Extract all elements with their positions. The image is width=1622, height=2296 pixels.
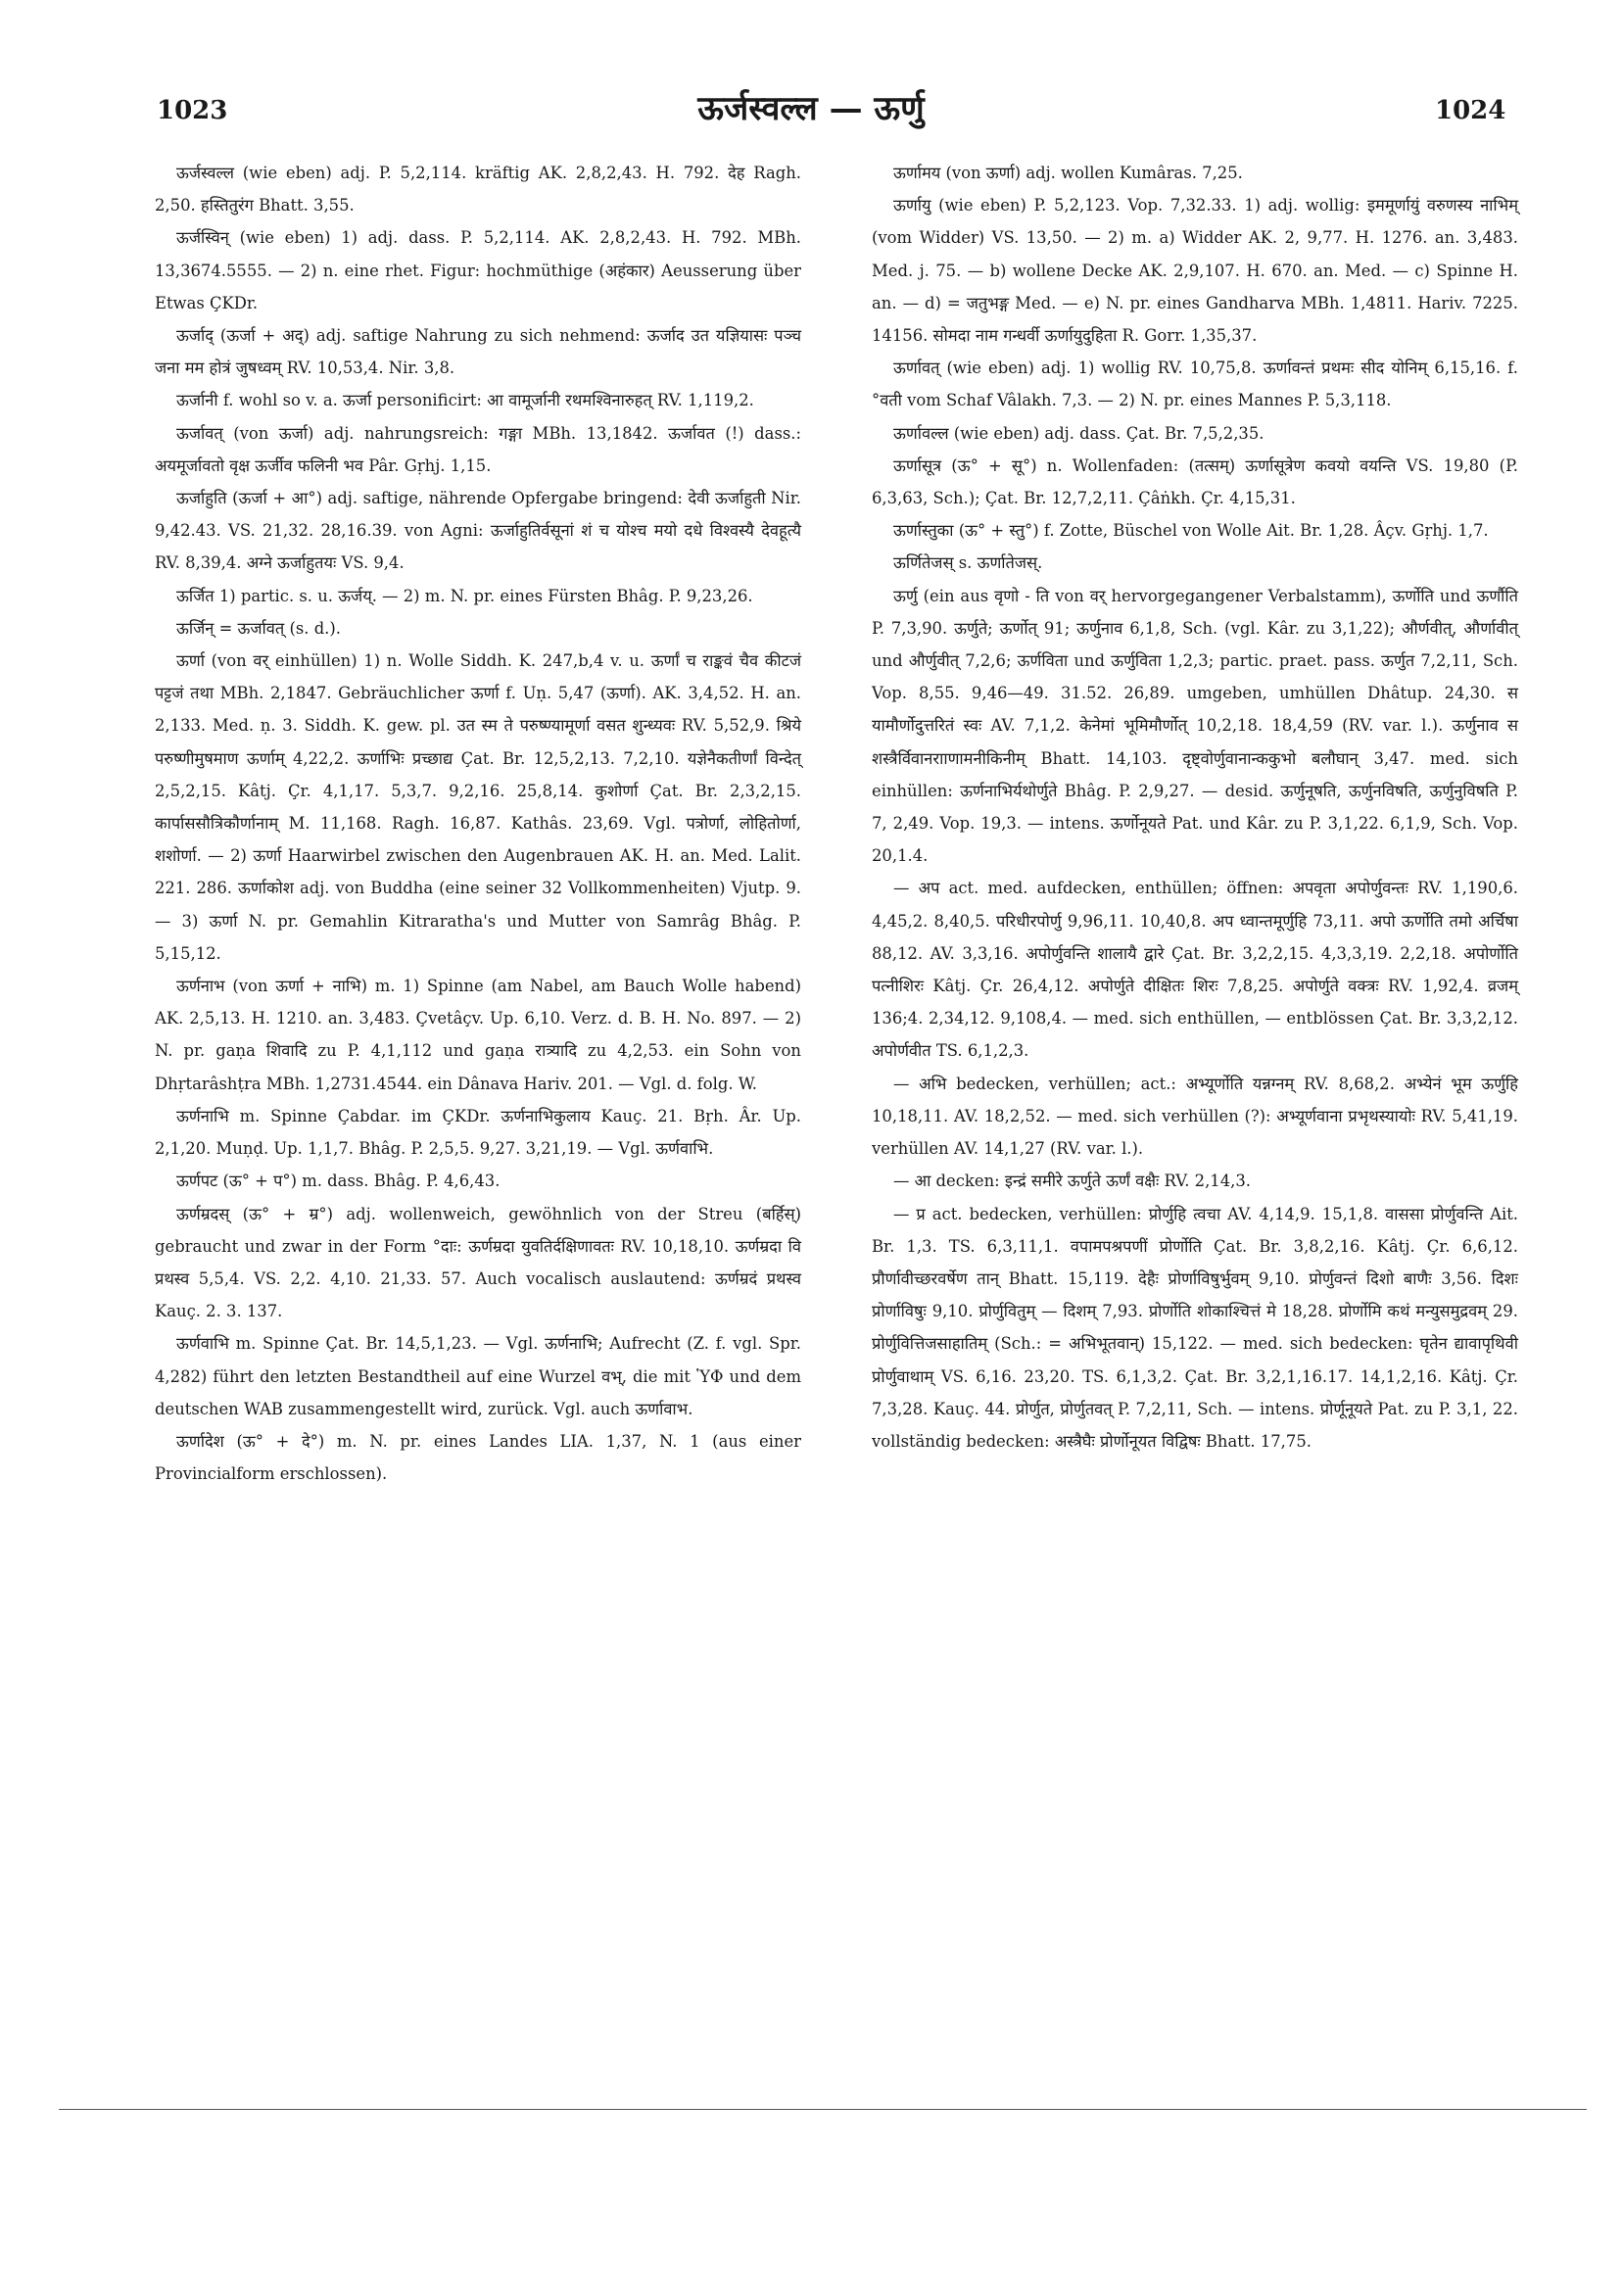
dictionary-entry: ऊर्जाद् (ऊर्जा + अद्) adj. saftige Nahrung zu sich nehmend: ऊर्जाद उत यज्ञियासः पञ्च जना मम होत्रं जुषध्वम् RV. 10,53,4. Nir. 3,8. bbox=[155, 326, 801, 378]
right-column bbox=[872, 157, 1518, 1458]
running-head: ऊर्जस्वल्ल — ऊर्णु bbox=[697, 89, 925, 128]
verb-prefix-subentry: — अभि bedecken, verhüllen; act.: अभ्यूर्णोति यन्नग्नम् RV. 8,68,2. अभ्येनं भूम ऊर्णुहि 10,18,11. AV. 18,2,52. — med. sich verhüllen (?): अभ्यूर्णवाना प्रभृथस्यायोः RV. 5,41,19. verhüllen AV. 14,1,27 (RV. var. l.). bbox=[872, 1074, 1518, 1159]
dictionary-entry: ऊर्जस्विन् (wie eben) 1) adj. dass. P. 5,2,114. AK. 2,8,2,43. H. 792. MBh. 13,3674.5555. — 2) n. eine rhet. Figur: hochmüthige (अहंकार) Aeusserung über Etwas ÇKDr. bbox=[155, 228, 801, 312]
dictionary-entry: ऊर्जस्वल्ल (wie eben) adj. P. 5,2,114. kräftig AK. 2,8,2,43. H. 792. देह Ragh. 2,50. हस्तितुरंग Bhatt. 3,55. bbox=[155, 164, 801, 215]
verb-prefix-subentry: — अप act. med. aufdecken, enthüllen; öffnen: अपवृता अपोर्णुवन्तः RV. 1,190,6. 4,45,2. 8,40,5. परिधीरपोर्णु 9,96,11. 10,40,8. अप ध्वान्तमूर्णुहि 73,11. अपो ऊर्णोति तमो अर्चिषा 88,12. AV. 3,3,16. अपोर्णुवन्ति शालायै द्वारे Çat. Br. 3,2,2,15. 4,3,3,19. 2,2,18. अपोर्णोति पत्नीशिरः Kâtj. Çr. 26,4,12. अपोर्णुते दीक्षितः शिरः 7,8,25. अपोर्णुते वक्त्रः RV. 1,92,4. व्रजम् 136;4. 2,34,12. 9,108,4. — med. sich enthüllen, — entblössen Çat. Br. 3,3,2,12. अपोर्णवीत TS. 6,1,2,3. bbox=[872, 879, 1518, 1061]
verb-prefix-subentry: — आ decken: इन्द्रं समीरे ऊर्णुते ऊर्णं वक्षैः RV. 2,14,3. bbox=[893, 1172, 1251, 1191]
footer-rule bbox=[59, 2109, 1587, 2110]
dictionary-entry: ऊर्णावत् (wie eben) adj. 1) wollig RV. 10,75,8. ऊर्णावन्तं प्रथमः सीद योनिम् 6,15,16. f. °वती vom Schaf Vâlakh. 7,3. — 2) N. pr. eines Mannes P. 5,3,118. bbox=[872, 359, 1518, 410]
dictionary-entry: ऊर्णु (ein aus वृणो - ति von वर् hervorgegangener Verbalstamm), ऊर्णोति und ऊर्णौति P. 7,3,90. ऊर्णुते; ऊर्णोत् 91; ऊर्णुनाव 6,1,8, Sch. (vgl. Kâr. zu 3,1,22); और्णवीत्, और्णावीत् und और्णुवीत् 7,2,6; ऊर्णविता und ऊर्णुविता 1,2,3; partic. praet. pass. ऊर्णुत 7,2,11, Sch. Vop. 8,55. 9,46—49. 31.52. 26,89. umgeben, umhüllen Dhâtup. 24,30. स यामौर्णोदुत्तरितं स्वः AV. 7,1,2. केनेमां भूमिमौर्णोत् 10,2,18. 18,4,59 (RV. var. l.). ऊर्णुनाव स शस्त्रैर्विवानरााणामनीकिनीम् Bhatt. 14,103. दृष्ट्वोर्णुवानान्ककुभो बलौघान् 3,47. med. sich einhüllen: ऊर्णनाभिर्यथोर्णुते Bhâg. P. 2,9,27. — desid. ऊर्णुनूषति, ऊर्णुनविषति, ऊर्णुनुविषति P. 7, 2,49. Vop. 19,3. — intens. ऊर्णोनूयते Pat. und Kâr. zu P. 3,1,22. 6,1,9, Sch. Vop. 20,1.4. bbox=[872, 586, 1518, 866]
left-column bbox=[155, 157, 801, 1490]
dictionary-entry: ऊर्जाहुति (ऊर्जा + आ°) adj. saftige, nährende Opfergabe bringend: देवी ऊर्जाहुती Nir. 9,42.43. VS. 21,32. 28,16.39. von Agni: ऊर्जाहुतिर्वसूनां शं च योश्च मयो दधे विश्वस्यै देवहूत्यै RV. 8,39,4. अग्ने ऊर्जाहुतयः VS. 9,4. bbox=[155, 489, 801, 573]
dictionary-entry: ऊर्णितेजस् s. ऊर्णातेजस्. bbox=[893, 553, 1043, 573]
dictionary-entry: ऊर्णवाभि m. Spinne Çat. Br. 14,5,1,23. — Vgl. ऊर्णनाभि; Aufrecht (Z. f. vgl. Spr. 4,282) führt den letzten Bestandtheil auf eine Wurzel वभ्, die mit ὙΦ und dem deutschen WAB zusammengestellt wird, zurück. Vgl. auch ऊर्णावाभ. bbox=[155, 1334, 801, 1418]
dictionary-entry: ऊर्णम्रदस् (ऊ° + म्र°) adj. wollenweich, gewöhnlich von der Streu (बर्हिस्) gebraucht und zwar in der Form °दाः: ऊर्णम्रदा युवतिर्दक्षिणावतः RV. 10,18,10. ऊर्णम्रदा वि प्रथस्व 5,5,4. VS. 2,2. 4,10. 21,33. 57. Auch vocalisch auslautend: ऊर्णम्रदं प्रथस्व Kauç. 2. 3. 137. bbox=[155, 1204, 801, 1321]
dictionary-entry: ऊर्णादेश (ऊ° + दे°) m. N. pr. eines Landes LIA. 1,37, N. 1 (aus einer Provincialform erschlossen). bbox=[155, 1431, 801, 1484]
dictionary-entry: ऊर्जिन् = ऊर्जावत् (s. d.). bbox=[176, 618, 341, 638]
dictionary-entry: ऊर्णनाभ (von ऊर्णा + नाभि) m. 1) Spinne (am Nabel, am Bauch Wolle habend) AK. 2,5,13. H. 1210. an. 3,483. Çvetâçv. Up. 6,10. Verz. d. B. H. No. 897. — 2) N. pr. gaṇa शिवादि zu P. 4,1,112 und gaṇa रात्र्यादि zu 4,2,53. ein Sohn von Dhṛtarâshṭra MBh. 1,2731.4544. ein Dânava Hariv. 201. — Vgl. d. folg. W. bbox=[155, 977, 801, 1093]
dictionary-entry: ऊर्णासूत्र (ऊ° + सू°) n. Wollenfaden: (तत्सम्) ऊर्णासूत्रेण कवयो वयन्ति VS. 19,80 (P. 6,3,63, Sch.); Çat. Br. 12,7,2,11. Çâṅkh. Çr. 4,15,31. bbox=[872, 455, 1518, 508]
dictionary-entry: ऊर्णावल्ल (wie eben) adj. dass. Çat. Br. 7,5,2,35. bbox=[893, 423, 1264, 443]
dictionary-entry: ऊर्जानी f. wohl so v. a. ऊर्जा personificirt: आ वामूर्जानी रथमश्विनारुहत् RV. 1,119,2. bbox=[176, 391, 754, 410]
left-page-number: 1023 bbox=[157, 96, 228, 125]
dictionary-entry: ऊर्णा (von वर् einhüllen) 1) n. Wolle Siddh. K. 247,b,4 v. u. ऊर्णां च राङ्कवं चैव कीटजं पट्टजं तथा MBh. 2,1847. Gebräuchlicher ऊर्णा f. Uṇ. 5,47 (ऊर्णा). AK. 3,4,52. H. an. 2,133. Med. ṇ. 3. Siddh. K. gew. pl. उत स्म ते परुष्ण्यामूर्णा वसत शुन्ध्यवः RV. 5,52,9. श्रिये परुष्णीमुषमाण ऊर्णाम् 4,22,2. ऊर्णाभिः प्रच्छाद्य Çat. Br. 12,5,2,13. 7,2,10. यज्ञेनैकतीर्णां विन्देत् 2,5,2,15. Kâtj. Çr. 4,1,17. 5,3,7. 9,2,16. 25,8,14. कुशोर्णा Çat. Br. 2,3,2,15. कार्पाससौत्रिकौर्णानाम् M. 11,168. Ragh. 16,87. Kathâs. 23,69. Vgl. पत्रोर्णा, लोहितोर्णा, शशोर्णा. — 2) ऊर्णा Haarwirbel zwischen den Augenbrauen AK. H. an. Med. Lalit. 221. 286. ऊर्णाकोश adj. von Buddha (eine seiner 32 Vollkommenheiten) Vjutp. 9. — 3) ऊर्णा N. pr. Gemahlin Kitraratha's und Mutter von Samrâg Bhâg. P. 5,15,12. bbox=[155, 651, 801, 963]
dictionary-entry: ऊर्जित 1) partic. s. u. ऊर्जय्. — 2) m. N. pr. eines Fürsten Bhâg. P. 9,23,26. bbox=[176, 586, 753, 605]
right-page-number: 1024 bbox=[1435, 96, 1506, 125]
verb-prefix-subentry: — प्र act. bedecken, verhüllen: प्रोर्णुहि त्वचा AV. 4,14,9. 15,1,8. वाससा प्रोर्णुवन्ति Ait. Br. 1,3. TS. 6,3,11,1. वपामपश्रपणीं प्रोर्णोति Çat. Br. 3,8,2,16. Kâtj. Çr. 6,6,12. प्रौर्णावीच्छरवर्षेण तान् Bhatt. 15,119. देहैः प्रोर्णाविषुर्भुवम् 9,10. प्रोर्णुवन्तं दिशो बाणैः 3,56. दिशः प्रोर्णाविषुः 9,10. प्रोर्णुवितुम् — दिशम् 7,93. प्रोर्णोति शोकाश्चित्तं मे 18,28. प्रोर्णोमि कथं मन्युसमुद्रवम् 29. प्रोर्णुवित्तिजसाहातिम् (Sch.: = अभिभूतवान्) 15,122. — med. sich bedecken: घृतेन द्यावापृथिवी प्रोर्णुवाथाम् VS. 6,16. 23,20. TS. 6,1,3,2. Çat. Br. 3,2,1,16.17. 14,1,2,16. Kâtj. Çr. 7,3,28. Kauç. 44. प्रोर्णुत, प्रोर्णुतवत् P. 7,2,11, Sch. — intens. प्रोर्णूनूयते Pat. zu P. 3,1, 22. vollständig bedecken: अस्त्रैघैः प्रोर्णोनूयत विद्विषः Bhatt. 17,75. bbox=[872, 1204, 1518, 1451]
dictionary-entry: ऊर्णामय (von ऊर्णा) adj. wollen Kumâras. 7,25. bbox=[893, 164, 1243, 182]
dictionary-entry: ऊर्णनाभि m. Spinne Çabdar. im ÇKDr. ऊर्णनाभिकुलाय Kauç. 21. Bṛh. Âr. Up. 2,1,20. Muṇḍ. Up. 1,1,7. Bhâg. P. 2,5,5. 9,27. 3,21,19. — Vgl. ऊर्णवाभि. bbox=[155, 1106, 801, 1159]
dictionary-entry: ऊर्णायु (wie eben) P. 5,2,123. Vop. 7,32.33. 1) adj. wollig: इममूर्णायुं वरुणस्य नाभिम् (vom Widder) VS. 13,50. — 2) m. a) Widder AK. 2, 9,77. H. 1276. an. 3,483. Med. j. 75. — b) wollene Decke AK. 2,9,107. H. 670. an. Med. — c) Spinne H. an. — d) = जतुभङ्ग Med. — e) N. pr. eines Gandharva MBh. 1,4811. Hariv. 7225. 14156. सोमदा नाम गन्धर्वी ऊर्णायुदुहिता R. Gorr. 1,35,37. bbox=[872, 196, 1518, 346]
dictionary-entry: ऊर्णास्तुका (ऊ° + स्तु°) f. Zotte, Büschel von Wolle Ait. Br. 1,28. Âçv. Gṛhj. 1,7. bbox=[893, 521, 1489, 541]
dictionary-entry: ऊर्णपट (ऊ° + प°) m. dass. Bhâg. P. 4,6,43. bbox=[176, 1172, 501, 1191]
dictionary-entry: ऊर्जावत् (von ऊर्जा) adj. nahrungsreich: गङ्गा MBh. 13,1842. ऊर्जावत (!) dass.: अयमूर्जावतो वृक्ष ऊर्जीव फलिनी भव Pâr. Gṛhj. 1,15. bbox=[155, 423, 801, 475]
